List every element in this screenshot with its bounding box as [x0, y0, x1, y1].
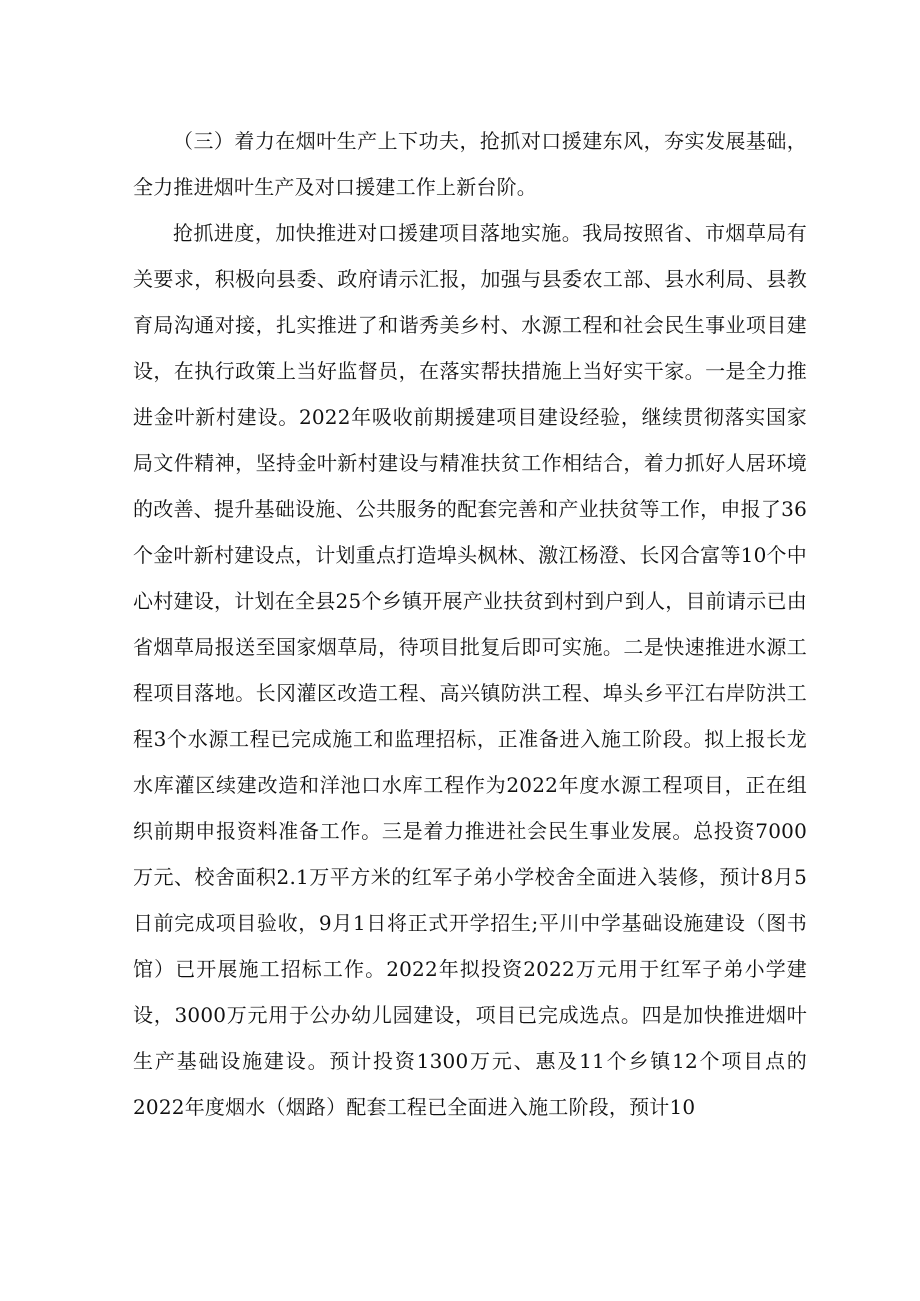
section-heading-paragraph: （三）着力在烟叶生产上下功夫，抢抓对口援建东风，夯实发展基础，全力推进烟叶生产及对口援建工作上新台阶。 [133, 129, 807, 199]
body-paragraph: 抢抓进度，加快推进对口援建项目落地实施。我局按照省、市烟草局有关要求，积极向县委、政府请示汇报，加强与县委农工部、县水利局、县教育局沟通对接，扎实推进了和谐秀美乡村、水源工程和社会民生事业项目建设，在执行政策上当好监督员，在落实帮扶措施上当好实干家。一是全力推进金叶新村建设。2022年吸收前期援建项目建设经验，继续贯彻落实国家局文件精神，坚持金叶新村建设与精准扶贫工作相结合，着力抓好人居环境的改善、提升基础设施、公共服务的配套完善和产业扶贫等工作，申报了36个金叶新村建设点，计划重点打造埠头枫林、激江杨澄、长冈合富等10个中心村建设，计划在全县25个乡镇开展产业扶贫到村到户到人，目前请示已由省烟草局报送至国家烟草局，待项目批复后即可实施。二是快速推进水源工程项目落地。长冈灌区改造工程、高兴镇防洪工程、埠头乡平江右岸防洪工程3个水源工程已完成施工和监理招标，正准备进入施工阶段。拟上报长龙水库灌区续建改造和洋池口水库工程作为2022年度水源工程项目，正在组织前期申报资料准备工作。三是着力推进社会民生事业发展。总投资7000万元、校舍面积2.1万平方米的红军子弟小学校舍全面进入装修，预计8月5日前完成项目验收，9月1日将正式开学招生;平川中学基础设施建设（图书馆）已开展施工招标工作。2022年拟投资2022万元用于红军子弟小学建设，3000万元用于公办幼儿园建设，项目已完成选点。四是加快推进烟叶生产基础设施建设。预计投资1300万元、惠及11个乡镇12个项目点的2022年度烟水（烟路）配套工程已全面进入施工阶段，预计10 [133, 221, 807, 1119]
document-body [133, 118, 807, 1130]
